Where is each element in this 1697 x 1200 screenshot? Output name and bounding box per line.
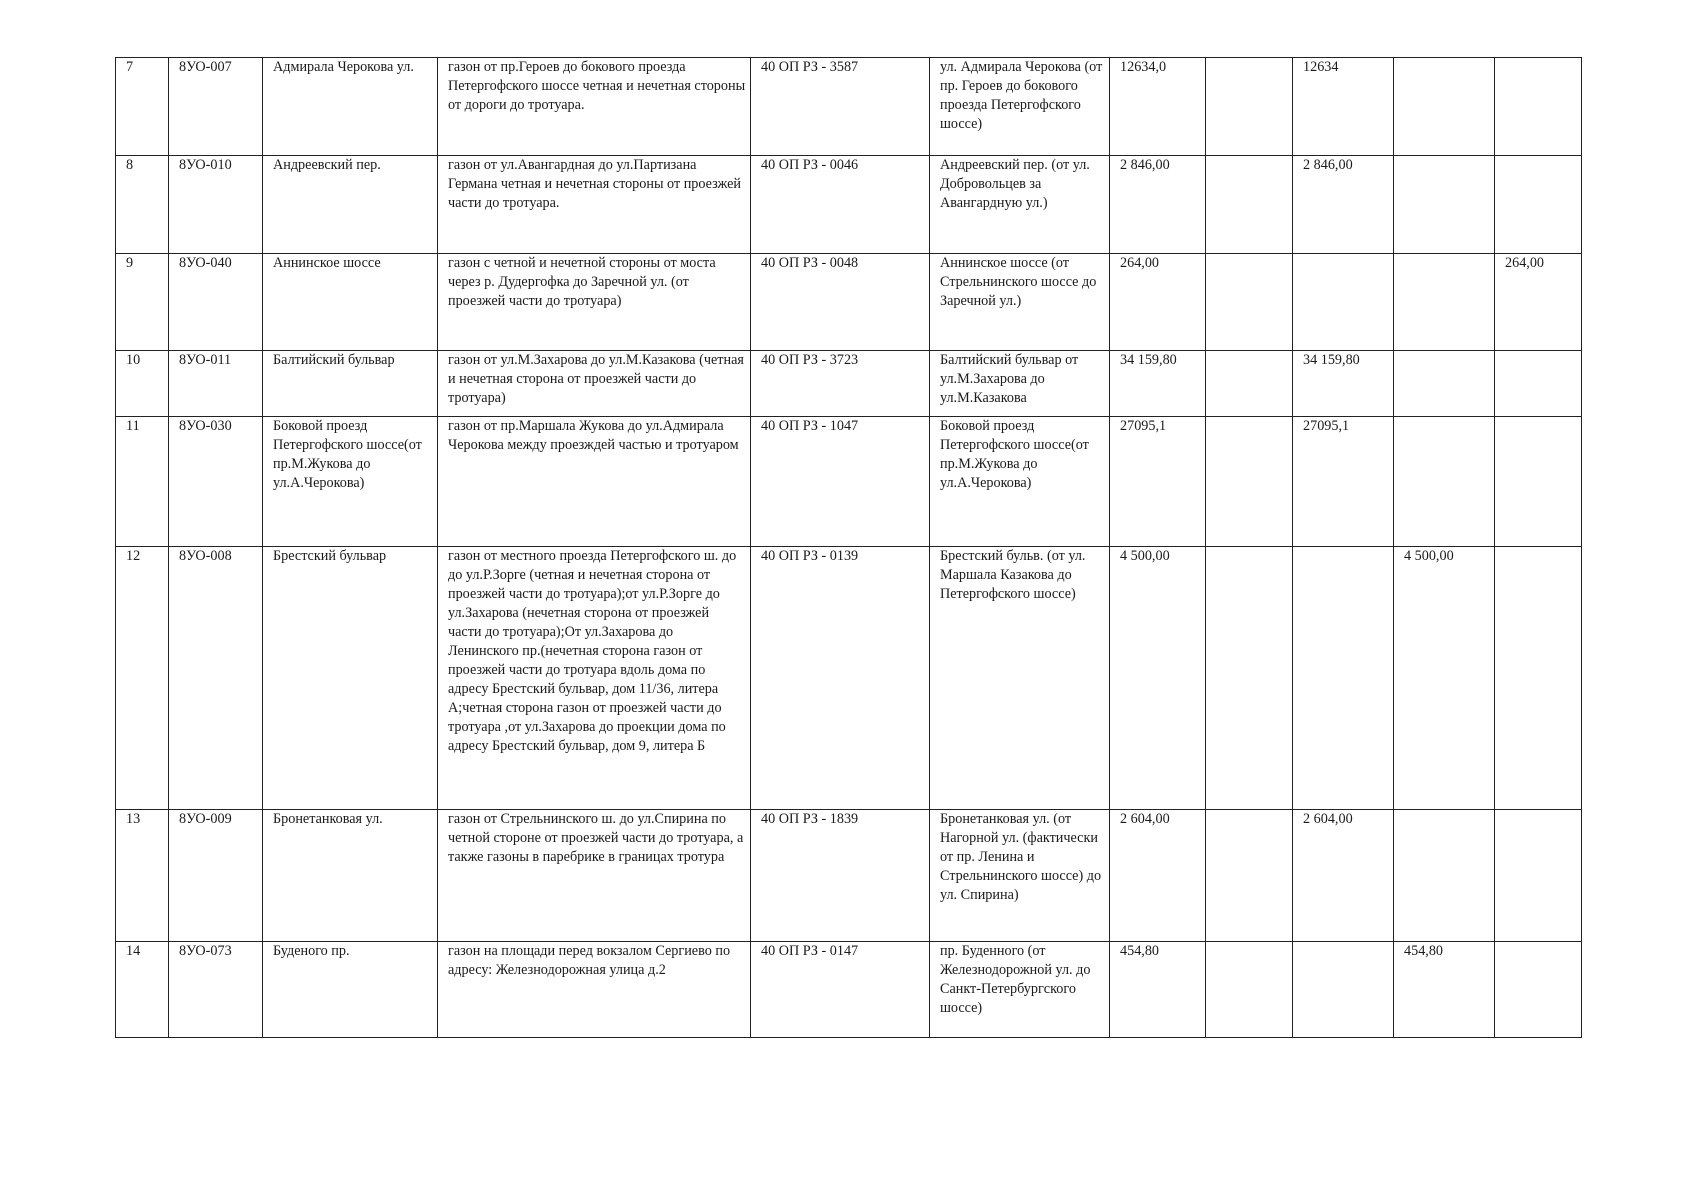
road-section: ул. Адмирала Черокова (от пр. Героев до бокового проезда Петергофского шоссе) — [930, 58, 1110, 156]
row-number: 12 — [116, 547, 169, 810]
area-column-11 — [1495, 942, 1582, 1038]
area-column-8 — [1206, 810, 1293, 942]
lawn-description: газон от местного проезда Петергофского ш. до до ул.Р.Зорге (четная и нечетная сторона от проезжей части до тротуара);от ул.Р.Зорге до ул.Захарова (нечетная сторона от проезжей части до тротуара);От ул.Захарова до Ленинского пр.(нечетная сторона газон от проезжей части до тротуара вдоль дома по адресу Брестский бульвар, дом 11/36, литера А;четная сторона газон от проезжей части до тротуара ,от ул.Захарова до проекции дома по адресу Брестский бульвар, дом 9, литера Б — [438, 547, 751, 810]
object-code: 8УО-040 — [169, 254, 263, 351]
road-id: 40 ОП РЗ - 0048 — [751, 254, 930, 351]
road-id: 40 ОП РЗ - 1839 — [751, 810, 930, 942]
area-column-11 — [1495, 810, 1582, 942]
row-number: 10 — [116, 351, 169, 417]
area-column-9 — [1293, 254, 1394, 351]
area-column-8 — [1206, 942, 1293, 1038]
area-column-10: 4 500,00 — [1394, 547, 1495, 810]
street-name: Бронетанковая ул. — [263, 810, 438, 942]
total-area: 34 159,80 — [1110, 351, 1206, 417]
total-area: 4 500,00 — [1110, 547, 1206, 810]
table-row — [116, 547, 1582, 810]
table-row — [116, 810, 1582, 942]
area-column-11 — [1495, 58, 1582, 156]
area-column-10 — [1394, 417, 1495, 547]
area-column-10 — [1394, 254, 1495, 351]
area-column-11 — [1495, 351, 1582, 417]
table-row — [116, 254, 1582, 351]
lawn-description: газон от ул.М.Захарова до ул.М.Казакова (четная и нечетная сторона от проезжей части до тротуара) — [438, 351, 751, 417]
area-column-8 — [1206, 254, 1293, 351]
total-area: 2 846,00 — [1110, 156, 1206, 254]
road-section: Боковой проезд Петергофского шоссе(от пр.М.Жукова до ул.А.Черокова) — [930, 417, 1110, 547]
table-row — [116, 156, 1582, 254]
total-area: 12634,0 — [1110, 58, 1206, 156]
area-column-10 — [1394, 156, 1495, 254]
row-number: 9 — [116, 254, 169, 351]
area-column-11 — [1495, 547, 1582, 810]
table-row — [116, 942, 1582, 1038]
area-column-10 — [1394, 58, 1495, 156]
row-number: 8 — [116, 156, 169, 254]
road-id: 40 ОП РЗ - 0147 — [751, 942, 930, 1038]
road-id: 40 ОП РЗ - 3587 — [751, 58, 930, 156]
street-name: Адмирала Черокова ул. — [263, 58, 438, 156]
road-section: Аннинское шоссе (от Стрельнинского шоссе до Заречной ул.) — [930, 254, 1110, 351]
row-number: 13 — [116, 810, 169, 942]
area-column-10: 454,80 — [1394, 942, 1495, 1038]
total-area: 454,80 — [1110, 942, 1206, 1038]
area-column-10 — [1394, 351, 1495, 417]
area-column-9 — [1293, 942, 1394, 1038]
row-number: 14 — [116, 942, 169, 1038]
street-name: Буденого пр. — [263, 942, 438, 1038]
area-column-9: 12634 — [1293, 58, 1394, 156]
road-id: 40 ОП РЗ - 3723 — [751, 351, 930, 417]
table-row — [116, 417, 1582, 547]
road-section: Брестский бульв. (от ул. Маршала Казакова до Петергофского шоссе) — [930, 547, 1110, 810]
area-column-8 — [1206, 351, 1293, 417]
lawn-description: газон от ул.Авангардная до ул.Партизана Германа четная и нечетная стороны от проезжей части до тротуара. — [438, 156, 751, 254]
lawn-description: газон от Стрельнинского ш. до ул.Спирина по четной стороне от проезжей части до тротуара, а также газоны в паребрике в границах тротура — [438, 810, 751, 942]
area-column-11 — [1495, 417, 1582, 547]
lawn-registry-table — [115, 57, 1582, 1038]
lawn-description: газон с четной и нечетной стороны от моста через р. Дудергофка до Заречной ул. (от проезжей части до тротуара) — [438, 254, 751, 351]
area-column-8 — [1206, 156, 1293, 254]
lawn-description: газон от пр.Героев до бокового проезда Петергофского шоссе четная и нечетная стороны от дороги до тротуара. — [438, 58, 751, 156]
road-section: Андреевский пер. (от ул. Добровольцев за Авангардную ул.) — [930, 156, 1110, 254]
object-code: 8УО-073 — [169, 942, 263, 1038]
table-row — [116, 58, 1582, 156]
total-area: 27095,1 — [1110, 417, 1206, 547]
area-column-11 — [1495, 156, 1582, 254]
area-column-8 — [1206, 417, 1293, 547]
object-code: 8УО-009 — [169, 810, 263, 942]
total-area: 2 604,00 — [1110, 810, 1206, 942]
road-section: Балтийский бульвар от ул.М.Захарова до ул.М.Казакова — [930, 351, 1110, 417]
lawn-description: газон от пр.Маршала Жукова до ул.Адмирала Черокова между проезждей частью и тротуаром — [438, 417, 751, 547]
street-name: Брестский бульвар — [263, 547, 438, 810]
area-column-9: 2 846,00 — [1293, 156, 1394, 254]
street-name: Аннинское шоссе — [263, 254, 438, 351]
total-area: 264,00 — [1110, 254, 1206, 351]
road-id: 40 ОП РЗ - 0139 — [751, 547, 930, 810]
road-id: 40 ОП РЗ - 0046 — [751, 156, 930, 254]
area-column-8 — [1206, 58, 1293, 156]
row-number: 7 — [116, 58, 169, 156]
street-name: Андреевский пер. — [263, 156, 438, 254]
object-code: 8УО-007 — [169, 58, 263, 156]
street-name: Балтийский бульвар — [263, 351, 438, 417]
street-name: Боковой проезд Петергофского шоссе(от пр.М.Жукова до ул.А.Черокова) — [263, 417, 438, 547]
object-code: 8УО-010 — [169, 156, 263, 254]
area-column-8 — [1206, 547, 1293, 810]
area-column-9: 34 159,80 — [1293, 351, 1394, 417]
table-row — [116, 351, 1582, 417]
table-body — [116, 58, 1582, 1038]
row-number: 11 — [116, 417, 169, 547]
object-code: 8УО-011 — [169, 351, 263, 417]
object-code: 8УО-008 — [169, 547, 263, 810]
road-section: пр. Буденного (от Железнодорожной ул. до Санкт-Петербургского шоссе) — [930, 942, 1110, 1038]
area-column-11: 264,00 — [1495, 254, 1582, 351]
road-id: 40 ОП РЗ - 1047 — [751, 417, 930, 547]
lawn-description: газон на площади перед вокзалом Сергиево по адресу: Железнодорожная улица д.2 — [438, 942, 751, 1038]
area-column-10 — [1394, 810, 1495, 942]
road-section: Бронетанковая ул. (от Нагорной ул. (фактически от пр. Ленина и Стрельнинского шоссе) до ул. Спирина) — [930, 810, 1110, 942]
area-column-9: 2 604,00 — [1293, 810, 1394, 942]
area-column-9: 27095,1 — [1293, 417, 1394, 547]
object-code: 8УО-030 — [169, 417, 263, 547]
area-column-9 — [1293, 547, 1394, 810]
